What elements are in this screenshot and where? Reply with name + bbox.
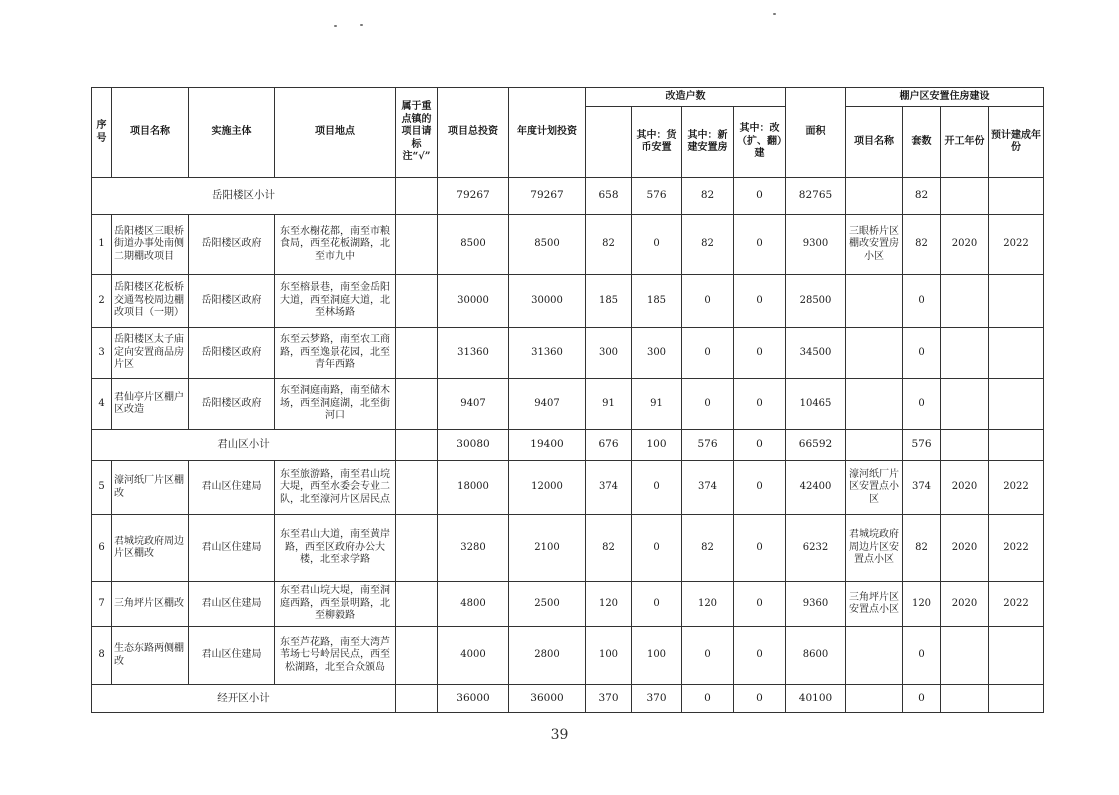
res-complete-year-cell: [989, 379, 1044, 430]
page-number: 39: [550, 727, 569, 743]
key-town-cell: [396, 582, 438, 627]
total-invest-cell: 8500: [438, 215, 509, 275]
scan-speck: [334, 25, 337, 27]
header-location: 项目地点: [275, 88, 396, 178]
res-start-year-cell: [941, 275, 989, 328]
households-cell: 370: [586, 685, 632, 713]
total-invest-cell: 30000: [438, 275, 509, 328]
header-area: 面积: [786, 88, 846, 178]
location-cell: 东至榕景巷，南至金岳阳大道，西至洞庭大道，北至林场路: [275, 275, 396, 328]
res-start-year-cell: [941, 178, 989, 215]
header-sub-monetary: 其中：货币安置: [632, 107, 682, 178]
table-row: [92, 275, 1044, 328]
households-cell: 100: [586, 627, 632, 685]
area-cell: 9300: [786, 215, 846, 275]
header-res-start-year: 开工年份: [941, 107, 989, 178]
seq-cell: 5: [92, 461, 112, 515]
annual-invest-cell: 19400: [509, 430, 586, 461]
res-units-cell: 0: [903, 275, 941, 328]
newbuild-cell: 0: [682, 275, 734, 328]
header-sub-rebuild: 其中：改（扩、翻）建: [734, 107, 786, 178]
implementer-cell: 君山区住建局: [189, 582, 275, 627]
location-cell: 东至水榭花都，南至市粮食局，西至花板湖路，北至市九中: [275, 215, 396, 275]
res-units-cell: 82: [903, 515, 941, 582]
table-row: [92, 461, 1044, 515]
res-start-year-cell: [941, 430, 989, 461]
monetary-cell: 0: [632, 215, 682, 275]
res-project-name-cell: [846, 328, 903, 379]
rebuild-cell: 0: [734, 215, 786, 275]
table-row: [92, 379, 1044, 430]
annual-invest-cell: 2800: [509, 627, 586, 685]
res-units-cell: 0: [903, 328, 941, 379]
monetary-cell: 185: [632, 275, 682, 328]
project-name-cell: 濠河纸厂片区棚改: [112, 461, 189, 515]
location-cell: 东至君山大道，南至黄岸路，西至区政府办公大楼，北至求学路: [275, 515, 396, 582]
header-annual-invest: 年度计划投资: [509, 88, 586, 178]
res-start-year-cell: [941, 328, 989, 379]
header-row-1: [92, 88, 1044, 107]
households-cell: 82: [586, 215, 632, 275]
location-cell: 东至芦花路，南至大湾芦苇场七号岭居民点，西至松湖路，北至合众颁岛: [275, 627, 396, 685]
project-name-cell: 君仙亭片区棚户区改造: [112, 379, 189, 430]
newbuild-cell: 82: [682, 515, 734, 582]
res-complete-year-cell: 2022: [989, 515, 1044, 582]
res-units-cell: 120: [903, 582, 941, 627]
area-cell: 9360: [786, 582, 846, 627]
res-units-cell: 82: [903, 215, 941, 275]
seq-cell: 6: [92, 515, 112, 582]
annual-invest-cell: 36000: [509, 685, 586, 713]
header-project-name: 项目名称: [112, 88, 189, 178]
project-name-cell: 生态东路两侧棚改: [112, 627, 189, 685]
newbuild-cell: 0: [682, 685, 734, 713]
res-project-name-cell: [846, 430, 903, 461]
header-total-invest: 项目总投资: [438, 88, 509, 178]
res-complete-year-cell: 2022: [989, 215, 1044, 275]
header-res-complete-year: 预计建成年份: [989, 107, 1044, 178]
total-invest-cell: 31360: [438, 328, 509, 379]
implementer-cell: 岳阳楼区政府: [189, 215, 275, 275]
newbuild-cell: 576: [682, 430, 734, 461]
res-project-name-cell: [846, 379, 903, 430]
monetary-cell: 370: [632, 685, 682, 713]
households-cell: 676: [586, 430, 632, 461]
monetary-cell: 100: [632, 627, 682, 685]
total-invest-cell: 18000: [438, 461, 509, 515]
res-start-year-cell: [941, 627, 989, 685]
area-cell: 34500: [786, 328, 846, 379]
project-name-cell: 岳阳楼区太子庙定向安置商品房片区: [112, 328, 189, 379]
key-town-cell: [396, 328, 438, 379]
annual-invest-cell: 30000: [509, 275, 586, 328]
project-name-cell: 岳阳楼区花板桥交通驾校周边棚改项目（一期）: [112, 275, 189, 328]
annual-invest-cell: 8500: [509, 215, 586, 275]
location-cell: 东至君山垸大堤，南至洞庭西路，西至景明路，北至柳毅路: [275, 582, 396, 627]
res-start-year-cell: 2020: [941, 215, 989, 275]
monetary-cell: 300: [632, 328, 682, 379]
rebuild-cell: 0: [734, 328, 786, 379]
key-town-cell: [396, 275, 438, 328]
res-complete-year-cell: [989, 685, 1044, 713]
header-households-total: [586, 107, 632, 178]
res-project-name-cell: 三眼桥片区棚改安置房小区: [846, 215, 903, 275]
households-cell: 374: [586, 461, 632, 515]
rebuild-cell: 0: [734, 275, 786, 328]
rebuild-cell: 0: [734, 515, 786, 582]
implementer-cell: 岳阳楼区政府: [189, 328, 275, 379]
res-units-cell: 0: [903, 627, 941, 685]
key-town-cell: [396, 178, 438, 215]
households-cell: 91: [586, 379, 632, 430]
res-complete-year-cell: [989, 275, 1044, 328]
implementer-cell: 岳阳楼区政府: [189, 275, 275, 328]
area-cell: 6232: [786, 515, 846, 582]
households-cell: 82: [586, 515, 632, 582]
seq-cell: 8: [92, 627, 112, 685]
key-town-cell: [396, 515, 438, 582]
seq-cell: 1: [92, 215, 112, 275]
seq-cell: 3: [92, 328, 112, 379]
table-row: [92, 582, 1044, 627]
newbuild-cell: 0: [682, 379, 734, 430]
res-complete-year-cell: 2022: [989, 582, 1044, 627]
implementer-cell: 岳阳楼区政府: [189, 379, 275, 430]
res-complete-year-cell: [989, 627, 1044, 685]
res-project-name-cell: 君城垸政府周边片区安置点小区: [846, 515, 903, 582]
annual-invest-cell: 2500: [509, 582, 586, 627]
res-start-year-cell: [941, 685, 989, 713]
res-project-name-cell: [846, 275, 903, 328]
annual-invest-cell: 12000: [509, 461, 586, 515]
seq-cell: 2: [92, 275, 112, 328]
key-town-cell: [396, 215, 438, 275]
seq-cell: 7: [92, 582, 112, 627]
res-start-year-cell: 2020: [941, 461, 989, 515]
header-res-units: 套数: [903, 107, 941, 178]
res-project-name-cell: 濠河纸厂片区安置点小区: [846, 461, 903, 515]
total-invest-cell: 30080: [438, 430, 509, 461]
area-cell: 66592: [786, 430, 846, 461]
newbuild-cell: 0: [682, 627, 734, 685]
header-key-town: 属于重点镇的项目请标注“√”: [396, 88, 438, 178]
scan-speck: [360, 24, 363, 26]
rebuild-cell: 0: [734, 379, 786, 430]
total-invest-cell: 3280: [438, 515, 509, 582]
subtotal-label: 经开区小计: [92, 685, 396, 713]
newbuild-cell: 374: [682, 461, 734, 515]
res-units-cell: 374: [903, 461, 941, 515]
implementer-cell: 君山区住建局: [189, 627, 275, 685]
res-complete-year-cell: [989, 328, 1044, 379]
project-name-cell: 三角坪片区棚改: [112, 582, 189, 627]
res-complete-year-cell: [989, 178, 1044, 215]
table-row: [92, 515, 1044, 582]
res-units-cell: 0: [903, 685, 941, 713]
res-start-year-cell: [941, 379, 989, 430]
monetary-cell: 0: [632, 582, 682, 627]
annual-invest-cell: 9407: [509, 379, 586, 430]
header-sub-newbuild: 其中：新建安置房: [682, 107, 734, 178]
subtotal-row: [92, 178, 1044, 215]
location-cell: 东至旅游路，南至君山垸大堤，西至水委会专业二队，北至濠河片区居民点: [275, 461, 396, 515]
header-resettlement-group: 棚户区安置住房建设: [846, 88, 1044, 107]
annual-invest-cell: 31360: [509, 328, 586, 379]
area-cell: 8600: [786, 627, 846, 685]
header-implementer: 实施主体: [189, 88, 275, 178]
seq-cell: 4: [92, 379, 112, 430]
total-invest-cell: 79267: [438, 178, 509, 215]
implementer-cell: 君山区住建局: [189, 461, 275, 515]
location-cell: 东至云梦路，南至农工商路，西至逸景花园，北至青年西路: [275, 328, 396, 379]
households-cell: 185: [586, 275, 632, 328]
res-complete-year-cell: [989, 430, 1044, 461]
households-cell: 658: [586, 178, 632, 215]
table-row: [92, 627, 1044, 685]
area-cell: 28500: [786, 275, 846, 328]
rebuild-cell: 0: [734, 178, 786, 215]
subtotal-row: [92, 685, 1044, 713]
area-cell: 82765: [786, 178, 846, 215]
res-start-year-cell: 2020: [941, 582, 989, 627]
monetary-cell: 576: [632, 178, 682, 215]
key-town-cell: [396, 685, 438, 713]
res-project-name-cell: [846, 685, 903, 713]
implementer-cell: 君山区住建局: [189, 515, 275, 582]
area-cell: 40100: [786, 685, 846, 713]
rebuild-cell: 0: [734, 685, 786, 713]
res-units-cell: 576: [903, 430, 941, 461]
res-project-name-cell: [846, 178, 903, 215]
location-cell: 东至洞庭南路，南至储木场，西至洞庭湖，北至街河口: [275, 379, 396, 430]
total-invest-cell: 9407: [438, 379, 509, 430]
header-seq: 序号: [92, 88, 112, 178]
total-invest-cell: 4800: [438, 582, 509, 627]
rebuild-cell: 0: [734, 627, 786, 685]
monetary-cell: 0: [632, 515, 682, 582]
header-res-project-name: 项目名称: [846, 107, 903, 178]
key-town-cell: [396, 379, 438, 430]
annual-invest-cell: 2100: [509, 515, 586, 582]
table-row: [92, 215, 1044, 275]
key-town-cell: [396, 627, 438, 685]
header-renovation-households: 改造户数: [586, 88, 786, 107]
project-name-cell: 岳阳楼区三眼桥街道办事处南侧二期棚改项目: [112, 215, 189, 275]
annual-invest-cell: 79267: [509, 178, 586, 215]
monetary-cell: 91: [632, 379, 682, 430]
monetary-cell: 0: [632, 461, 682, 515]
newbuild-cell: 0: [682, 328, 734, 379]
households-cell: 120: [586, 582, 632, 627]
area-cell: 10465: [786, 379, 846, 430]
res-complete-year-cell: 2022: [989, 461, 1044, 515]
key-town-cell: [396, 461, 438, 515]
subtotal-label: 君山区小计: [92, 430, 396, 461]
key-town-cell: [396, 430, 438, 461]
res-units-cell: 0: [903, 379, 941, 430]
newbuild-cell: 82: [682, 215, 734, 275]
subtotal-row: [92, 430, 1044, 461]
table-row: [92, 328, 1044, 379]
res-project-name-cell: [846, 627, 903, 685]
monetary-cell: 100: [632, 430, 682, 461]
project-name-cell: 君城垸政府周边片区棚改: [112, 515, 189, 582]
total-invest-cell: 4000: [438, 627, 509, 685]
res-units-cell: 82: [903, 178, 941, 215]
households-cell: 300: [586, 328, 632, 379]
newbuild-cell: 120: [682, 582, 734, 627]
rebuild-cell: 0: [734, 461, 786, 515]
shantytown-project-table: [91, 87, 1044, 713]
scan-speck: [773, 13, 776, 15]
total-invest-cell: 36000: [438, 685, 509, 713]
res-project-name-cell: 三角坪片区安置点小区: [846, 582, 903, 627]
rebuild-cell: 0: [734, 582, 786, 627]
subtotal-label: 岳阳楼区小计: [92, 178, 396, 215]
rebuild-cell: 0: [734, 430, 786, 461]
res-start-year-cell: 2020: [941, 515, 989, 582]
area-cell: 42400: [786, 461, 846, 515]
newbuild-cell: 82: [682, 178, 734, 215]
